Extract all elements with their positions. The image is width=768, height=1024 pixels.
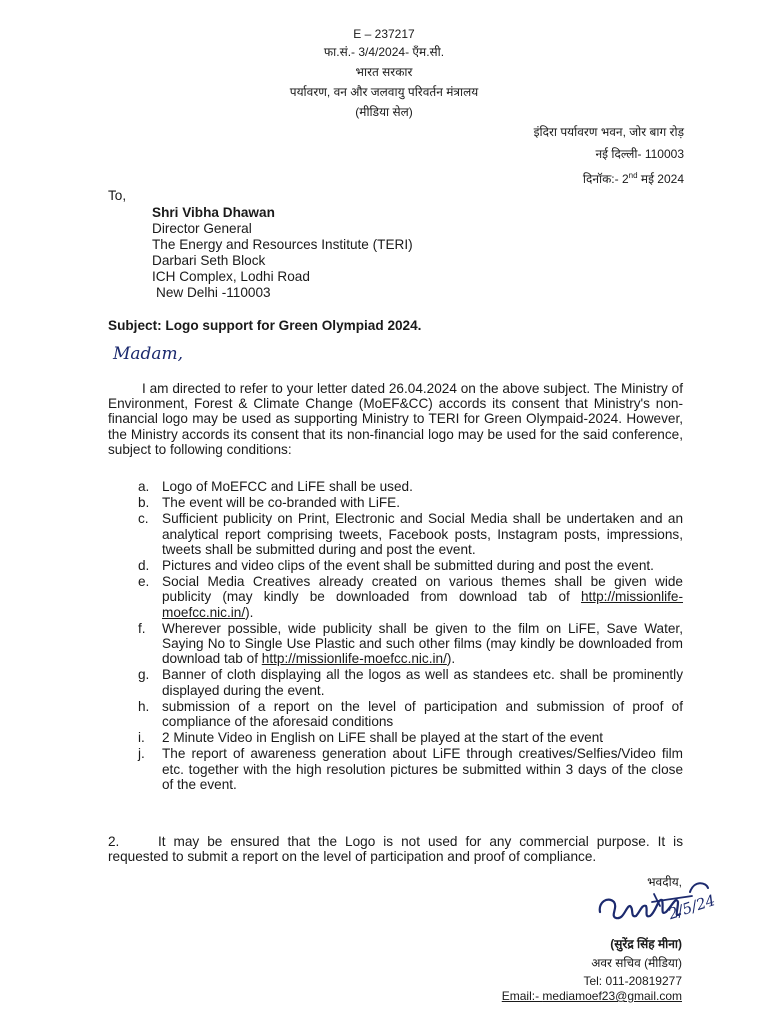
- condition-label: g.: [138, 667, 150, 683]
- condition-item: [138, 667, 683, 697]
- condition-item: [138, 479, 683, 494]
- signatory-email[interactable]: mediamoef23@gmail.com: [542, 989, 682, 1003]
- body-paragraph-1: I am directed to refer to your letter dated 26.04.2024 on the above subject. The Ministry of Environment, Forest & Climate Change (MoEF&CC) accords its consent that Ministry's non-financial logo may be used as supporting Ministry to TERI for Green Olympaid-2024. However, the Ministry accords its consent that its non-financial logo may be used for the said conference, subject to following conditions:: [108, 381, 683, 457]
- condition-text: The event will be co-branded with LiFE.: [162, 495, 401, 511]
- closing: भवदीय,: [647, 875, 682, 889]
- condition-item: [138, 699, 683, 729]
- to-label: To,: [108, 188, 127, 203]
- body-paragraph-2: It may be ensured that the Logo is not used for any commercial purpose. It is requested to submit a report on the level of participation and proof of compliance.: [108, 834, 683, 865]
- condition-item: [138, 730, 683, 745]
- salutation: Madam,: [113, 344, 184, 364]
- condition-text: Wherever possible, wide publicity shall be given to the film on LiFE, Save Water, Saying No to Single Use Plastic and such other films (may kindly be downloaded from download tab of: [162, 620, 683, 667]
- condition-label: a.: [138, 479, 150, 494]
- recipient-org: The Energy and Resources Institute (TERI): [152, 237, 413, 252]
- file-number: फा.सं.- 3/4/2024- एँम.सी.: [323, 45, 445, 59]
- government-name: भारत सरकार: [355, 65, 413, 79]
- condition-item: [138, 495, 683, 510]
- condition-text: Logo of MoEFCC and LiFE shall be used.: [162, 479, 413, 494]
- recipient-name: Shri Vibha Dhawan: [152, 205, 275, 220]
- ministry-name: पर्यावरण, वन और जलवायु परिवर्तन मंत्रालय: [289, 85, 479, 99]
- condition-label: c.: [138, 511, 149, 527]
- condition-item: [138, 574, 683, 620]
- condition-label: b.: [138, 495, 150, 511]
- recipient-address-1: Darbari Seth Block: [152, 253, 266, 268]
- condition-text: 2 Minute Video in English on LiFE shall be played at the start of the event: [162, 730, 604, 746]
- signatory-phone: Tel: 011-20819277: [583, 974, 682, 988]
- letter-date: [583, 168, 684, 187]
- recipient-address-2: ICH Complex, Lodhi Road: [152, 269, 310, 284]
- date-superscript: nd: [628, 171, 638, 180]
- condition-item: [138, 621, 683, 667]
- missionlife-link[interactable]: http://missionlife-moefcc.nic.in/: [261, 651, 447, 667]
- condition-text: Banner of cloth displaying all the logos as well as standees etc. shall be prominently displayed during the event.: [162, 667, 683, 698]
- condition-label: f.: [138, 620, 146, 636]
- condition-text: The report of awareness generation about LiFE through creatives/Selfies/Video film etc. together with the high resolution pictures be submitted within 3 days of the close of the event.: [162, 746, 683, 792]
- sender-building: इंदिरा पर्यावरण भवन, जोर बाग रोड़: [533, 125, 684, 139]
- condition-text: Social Media Creatives already created on various themes shall be given wide publicity (may kindly be downloaded from download tab of: [162, 574, 683, 605]
- condition-text: Pictures and video clips of the event shall be submitted during and post the event.: [162, 558, 654, 574]
- condition-label: e.: [138, 574, 150, 590]
- handwritten-date: 2/5/24: [666, 891, 718, 924]
- condition-item: [138, 558, 683, 573]
- subject-line: Subject: Logo support for Green Olympiad 2024.: [108, 318, 422, 333]
- condition-label: h.: [138, 698, 150, 714]
- reference-number: E – 237217: [353, 27, 415, 41]
- cell-name: (मीडिया सेल): [355, 105, 413, 119]
- condition-text: submission of a report on the level of participation and submission of proof of compliance of the aforesaid conditions: [162, 698, 683, 730]
- missionlife-link[interactable]: http://missionlife-moefcc.nic.in/: [162, 589, 683, 620]
- sender-city: नई दिल्ली- 110003: [595, 147, 684, 161]
- recipient-title: Director General: [152, 221, 252, 236]
- condition-label: d.: [138, 558, 150, 574]
- condition-item: [138, 746, 683, 792]
- signatory-designation: अवर सचिव (मीडिया): [591, 956, 682, 970]
- paragraph-2-number: 2.: [108, 834, 120, 849]
- condition-item: [138, 511, 683, 557]
- condition-text-end: ).: [245, 604, 254, 620]
- date-rest: मई 2024: [637, 172, 684, 186]
- recipient-address-3: New Delhi -110003: [156, 285, 271, 300]
- condition-label: i.: [138, 730, 145, 746]
- signatory-name: (सुरेंद्र सिंह मीना): [610, 937, 682, 951]
- condition-label: j.: [138, 746, 145, 762]
- date-label: दिनॉक:- 2: [582, 172, 629, 186]
- condition-text-end: ).: [446, 651, 456, 667]
- condition-text: Sufficient publicity on Print, Electronic and Social Media shall be undertaken and an analytical report comprising tweets, Facebook posts, Instagram posts, impressions, tweets shall be submitted during and post the event.: [162, 511, 683, 557]
- signatory-email-line: [502, 988, 682, 1004]
- email-label: Email:-: [501, 989, 543, 1003]
- conditions-list: [138, 479, 683, 793]
